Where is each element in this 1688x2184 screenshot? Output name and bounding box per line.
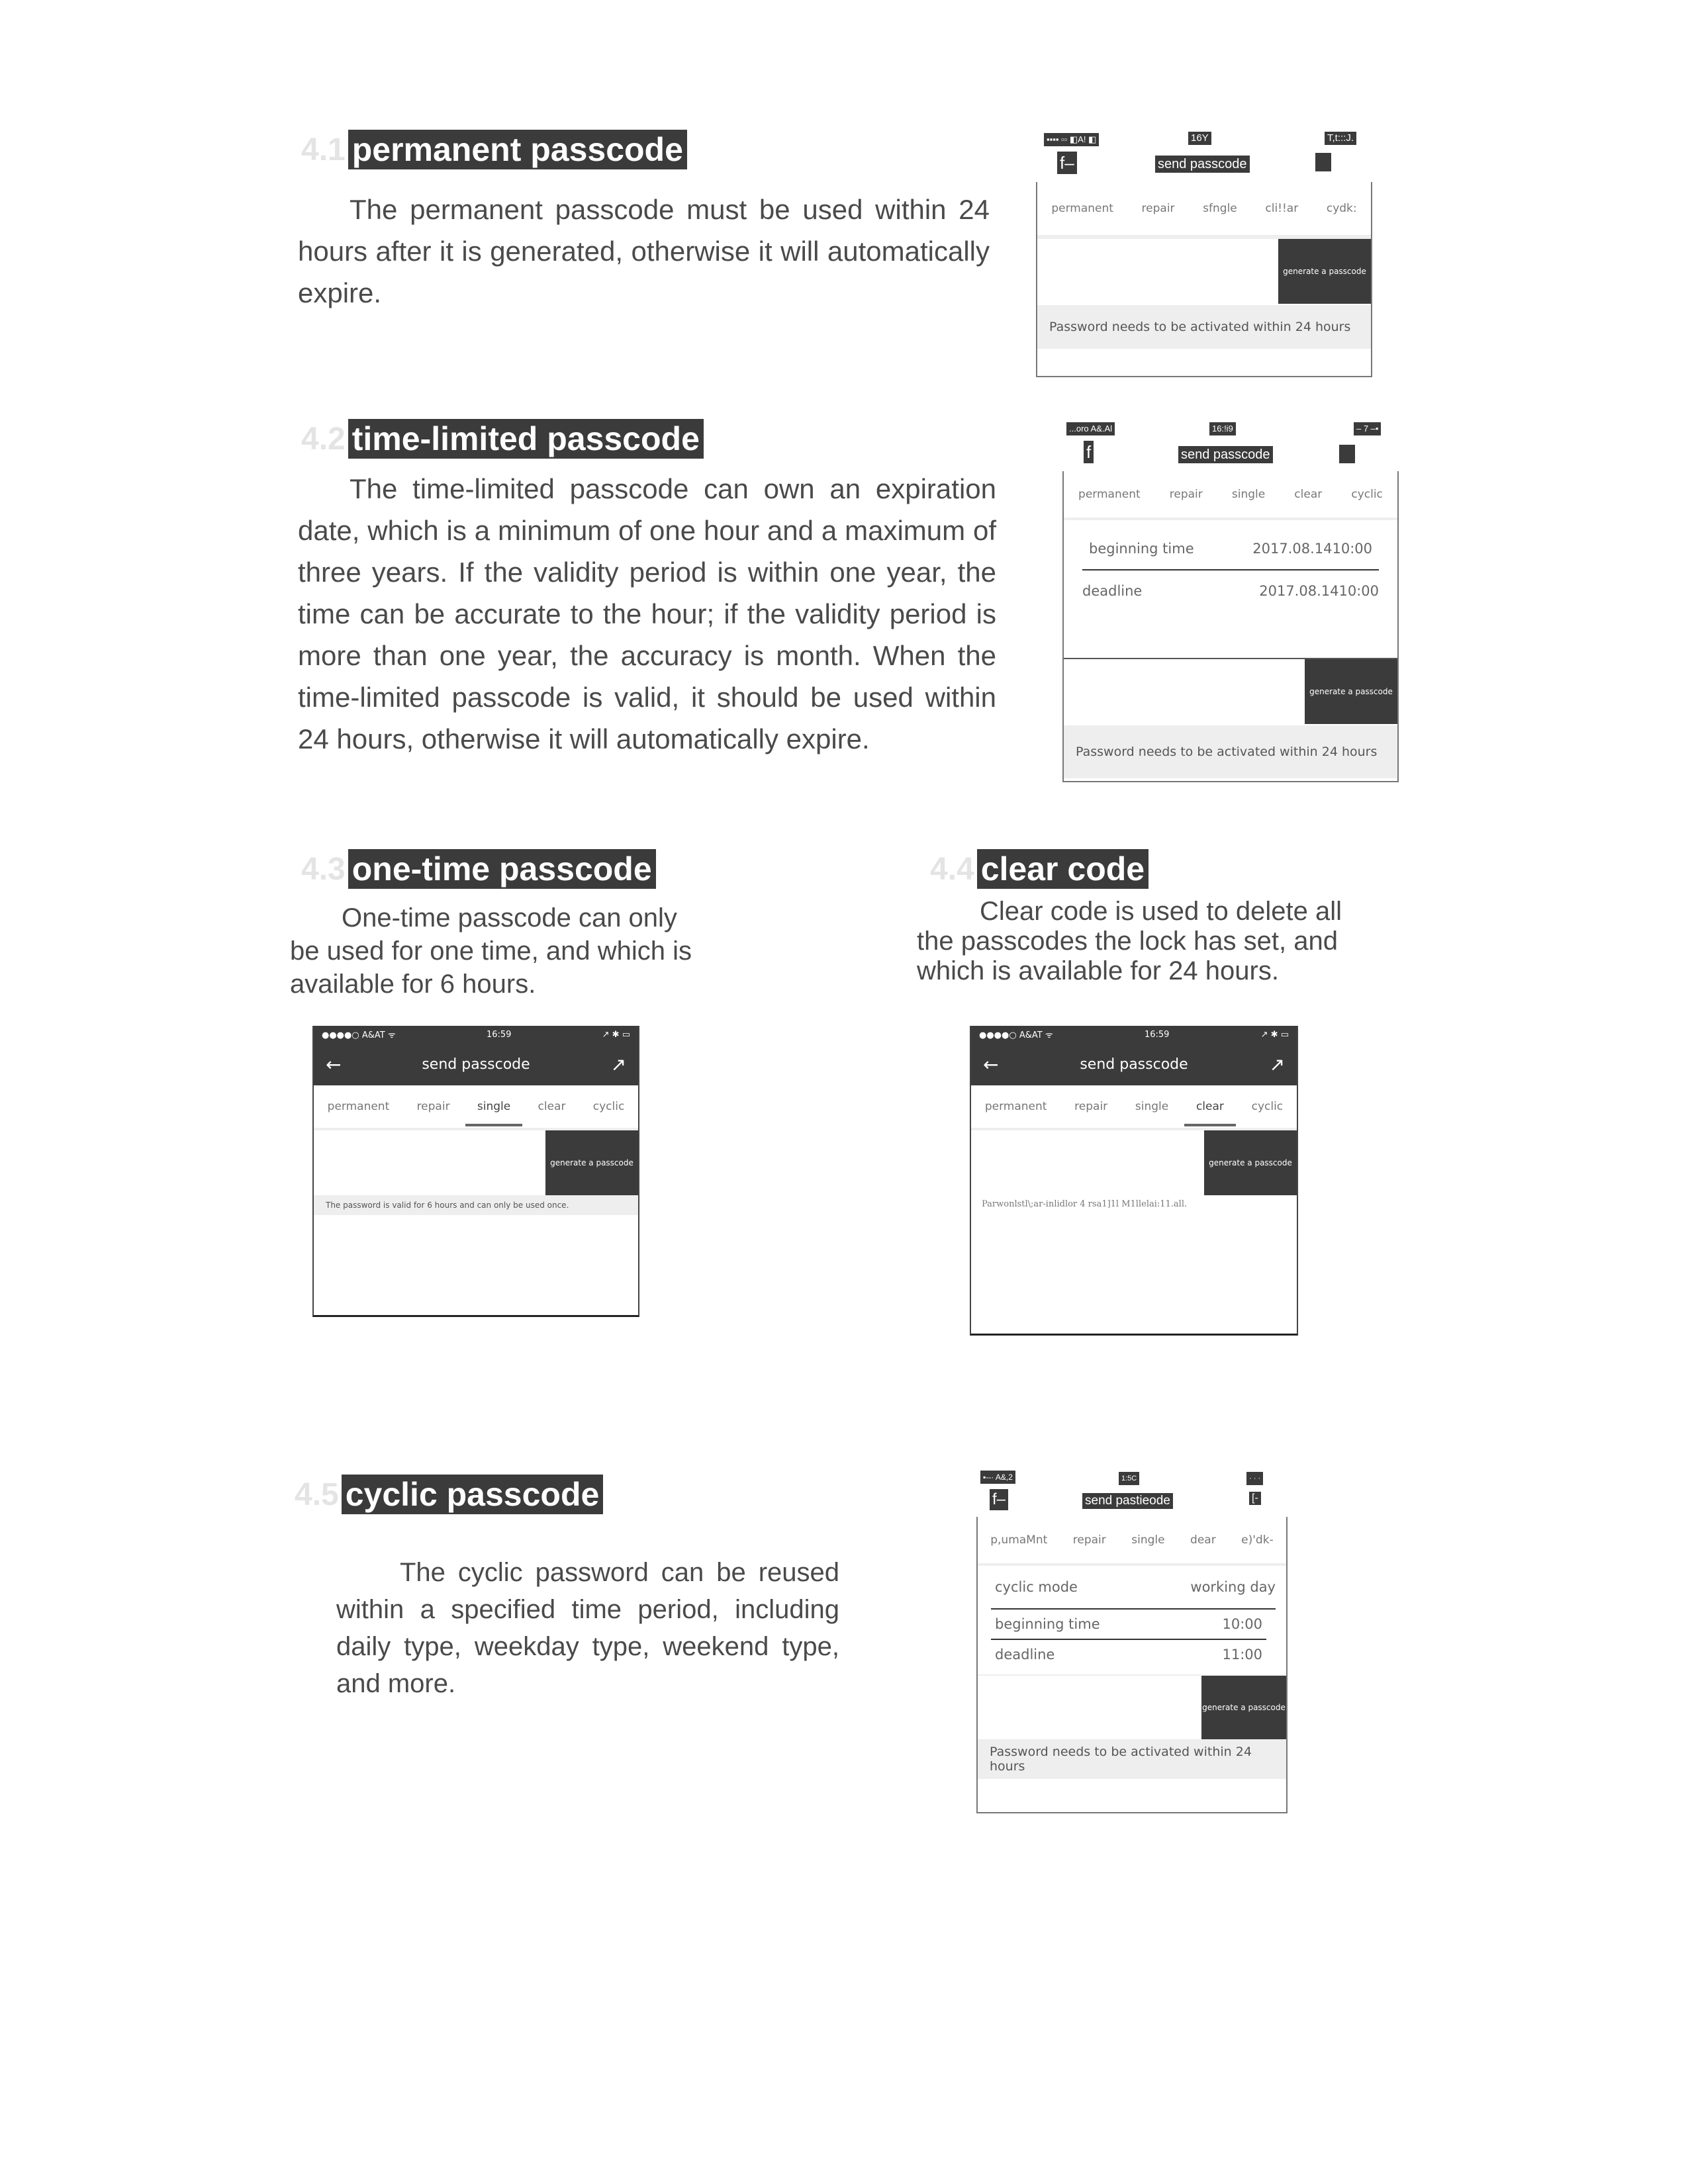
activation-note: Password needs to be activated within 24 hours	[1037, 305, 1371, 349]
tab-clear[interactable]: clear	[1294, 488, 1323, 501]
status-battery: T,t:::J.	[1325, 132, 1356, 145]
row-value: 11:00	[1222, 1647, 1262, 1662]
row-value: 2017.08.1410:00	[1252, 541, 1372, 557]
screen-time-limited	[1062, 418, 1399, 782]
tab-single[interactable]: single	[1231, 488, 1266, 501]
screen-permanent	[1036, 129, 1372, 377]
section-heading-clear	[930, 850, 1149, 887]
screen-clear	[970, 1026, 1298, 1336]
section-text-clear	[917, 897, 1374, 986]
section-number: 4.5	[295, 1477, 339, 1512]
beginning-time-row[interactable]	[1082, 528, 1379, 570]
tab-repair[interactable]: repair	[1141, 202, 1175, 215]
back-arrow-icon[interactable]: ←	[983, 1053, 999, 1075]
tab-clear[interactable]: clear	[1194, 1096, 1227, 1117]
back-arrow-icon[interactable]: ←	[326, 1053, 342, 1075]
status-time: 16:!i9	[1209, 422, 1236, 435]
generate-passcode-button[interactable]: generate a passcode	[1305, 659, 1397, 724]
tab-cyclic[interactable]: e)'dk-	[1241, 1533, 1274, 1547]
generate-passcode-button[interactable]: generate a passcode	[545, 1130, 638, 1195]
phone-body	[1062, 471, 1399, 782]
status-battery: ↗ ✱ ▭	[602, 1029, 630, 1040]
paragraph-text: The cyclic password can be reused within a specified time period, including daily type, weekday type, weekend type, and more.	[336, 1558, 839, 1698]
screen-title: send passcode	[1155, 156, 1250, 173]
status-battery: · · ·	[1246, 1472, 1263, 1485]
nav-bar	[314, 1043, 638, 1085]
phone-body	[976, 1517, 1288, 1813]
share-icon[interactable]	[1315, 153, 1331, 171]
section-text-time-limited	[298, 468, 996, 760]
passcode-tabs	[314, 1085, 638, 1130]
status-bar	[971, 1026, 1297, 1043]
section-text-one-time	[290, 901, 707, 1001]
section-text-cyclic	[336, 1554, 839, 1702]
tab-permanent[interactable]: permanent	[984, 1100, 1047, 1113]
paragraph-text: One-time passcode can only be used for one time, and which is available for 6 hours.	[290, 903, 692, 999]
tab-permanent[interactable]: p,umaMnt	[990, 1533, 1048, 1547]
tab-clear[interactable]: dear	[1190, 1533, 1216, 1547]
tab-cyclic[interactable]: cyclic	[1251, 1100, 1284, 1113]
paragraph-text: Clear code is used to delete all the passcodes the lock has set, and which is available for 24 hours.	[917, 897, 1342, 985]
tab-clear[interactable]: clear	[538, 1100, 566, 1113]
section-number: 4.1	[301, 132, 346, 167]
screen-one-time	[312, 1026, 639, 1317]
generate-passcode-button[interactable]: generate a passcode	[1201, 1676, 1286, 1739]
status-carrier: ●●●●○ A&AT ᯤ	[979, 1030, 1053, 1040]
back-icon[interactable]: f–	[990, 1489, 1008, 1510]
section-heading-time-limited	[301, 420, 704, 457]
screen-cyclic	[976, 1463, 1288, 1813]
tab-permanent[interactable]: permanent	[1051, 202, 1113, 215]
beginning-time-row[interactable]	[991, 1610, 1266, 1640]
screen-title: send pastieode	[1082, 1493, 1173, 1509]
status-bar	[314, 1026, 638, 1043]
tab-permanent[interactable]: permanent	[327, 1100, 390, 1113]
section-number: 4.4	[930, 851, 974, 887]
cyclic-mode-row[interactable]	[991, 1566, 1276, 1610]
tab-permanent[interactable]: permanent	[1078, 488, 1141, 501]
status-carrier: ▪--· A&,2	[980, 1471, 1015, 1484]
status-time: 16:59	[1144, 1029, 1170, 1040]
share-icon[interactable]	[1339, 445, 1355, 463]
row-label: deadline	[995, 1647, 1055, 1662]
screen-title: send passcode	[1080, 1056, 1188, 1073]
status-time: 16Y	[1188, 132, 1211, 145]
nav-bar	[971, 1043, 1297, 1085]
row-value: working day	[1190, 1579, 1276, 1595]
screen-title: send passcode	[1178, 446, 1273, 463]
activation-note: Password needs to be activated within 24 hours	[978, 1739, 1286, 1779]
tab-clear[interactable]: cli!!ar	[1265, 202, 1299, 215]
section-title: cyclic passcode	[342, 1475, 604, 1514]
share-icon[interactable]: [-	[1249, 1492, 1261, 1505]
screen-title: send passcode	[422, 1056, 530, 1073]
tab-cyclic[interactable]: cydk:	[1326, 202, 1357, 215]
tab-single[interactable]: single	[475, 1096, 513, 1117]
back-icon[interactable]: f–	[1057, 152, 1077, 174]
section-title: time-limited passcode	[348, 419, 704, 459]
tab-single[interactable]: single	[1131, 1533, 1165, 1547]
section-heading-one-time	[301, 850, 656, 887]
paragraph-text: The time-limited passcode can own an expiration date, which is a minimum of one hour and a maximum of three years. If the validity period is within one year, the time can be accurate to the hour; if the validity period is more than one year, the accuracy is month. When the time-limited passcode is valid, it should be used within 24 hours, otherwise it will automatically expire.	[298, 473, 996, 754]
row-label: beginning time	[995, 1616, 1100, 1632]
row-label: beginning time	[1089, 541, 1194, 557]
row-value: 2017.08.1410:00	[1259, 583, 1379, 599]
status-carrier: ▪▪▪▪ ▫▫ ◧A! ◧	[1044, 133, 1099, 146]
tab-single[interactable]: single	[1135, 1100, 1169, 1113]
section-number: 4.3	[301, 851, 346, 887]
tab-cyclic[interactable]: cyclic	[592, 1100, 625, 1113]
deadline-row[interactable]	[1082, 570, 1379, 612]
share-icon[interactable]: ↗	[610, 1053, 626, 1075]
passcode-tabs	[971, 1085, 1297, 1130]
deadline-row[interactable]	[991, 1640, 1266, 1669]
share-icon[interactable]: ↗	[1269, 1053, 1285, 1075]
status-carrier: ●●●●○ A&AT ᯤ	[322, 1030, 396, 1040]
paragraph-text: The permanent passcode must be used within 24 hours after it is generated, otherwise it will automatically expire.	[298, 194, 990, 308]
status-time: 1:5C	[1119, 1472, 1139, 1485]
phone-body	[1036, 182, 1372, 377]
generate-passcode-button[interactable]: generate a passcode	[1278, 239, 1371, 304]
tab-repair[interactable]: repair	[1074, 1100, 1108, 1113]
section-title: clear code	[977, 849, 1149, 889]
tab-repair[interactable]: repair	[1072, 1533, 1106, 1547]
tab-repair[interactable]: repair	[416, 1100, 450, 1113]
status-battery: – 7 –•	[1354, 422, 1381, 435]
validity-note: Parwonlstl\;ar-inlidlor 4 rsa1]1l M1llelai:11.all.	[982, 1199, 1188, 1209]
generate-passcode-button[interactable]: generate a passcode	[1204, 1130, 1297, 1195]
row-label: cyclic mode	[995, 1579, 1078, 1595]
tab-single[interactable]: sfngle	[1203, 202, 1237, 215]
section-title: one-time passcode	[348, 849, 656, 889]
activation-note: Password needs to be activated within 24 hours	[1064, 725, 1397, 778]
status-carrier: ...oro A&.Al	[1066, 422, 1115, 435]
status-time: 16:59	[486, 1029, 512, 1040]
section-number: 4.2	[301, 421, 346, 457]
validity-note: The password is valid for 6 hours and can only be used once.	[314, 1195, 638, 1215]
tab-repair[interactable]: repair	[1169, 488, 1203, 501]
tab-cyclic[interactable]: cyclic	[1351, 488, 1383, 501]
row-value: 10:00	[1222, 1616, 1262, 1632]
section-title: permanent passcode	[348, 130, 687, 169]
row-label: deadline	[1082, 583, 1143, 599]
section-heading-permanent	[301, 131, 687, 168]
status-battery: ↗ ✱ ▭	[1260, 1029, 1289, 1040]
section-heading-cyclic	[295, 1476, 603, 1513]
back-icon[interactable]: f	[1084, 441, 1094, 463]
section-text-permanent	[298, 189, 990, 314]
